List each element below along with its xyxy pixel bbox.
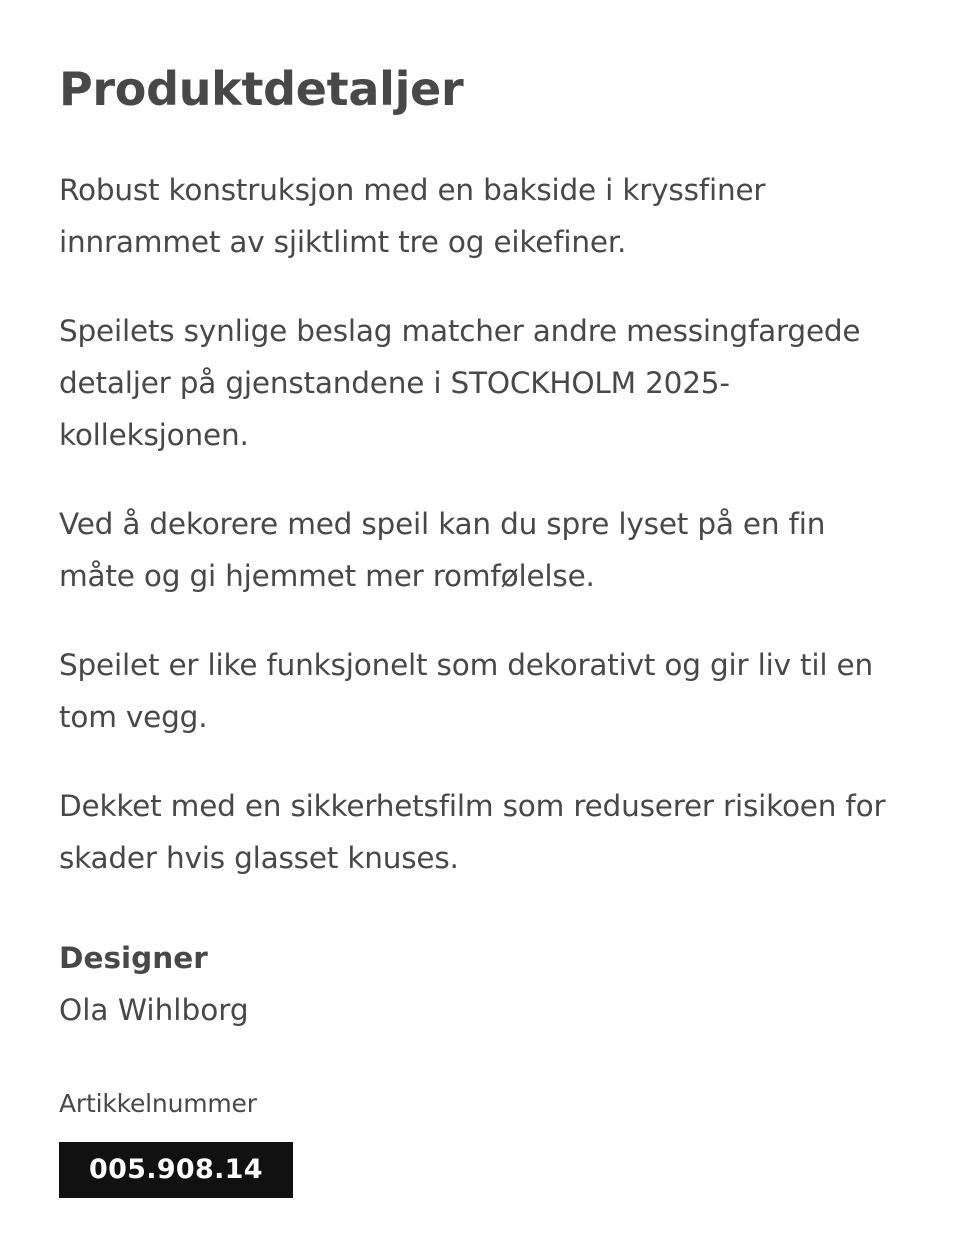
article-number-badge: 005.908.14 — [59, 1142, 293, 1198]
designer-heading: Designer — [59, 941, 208, 975]
article-number-section — [59, 1084, 909, 1198]
description-paragraph: Dekket med en sikkerhetsfilm som reduserer risikoen for skader hvis glasset knuses. — [59, 789, 886, 875]
description-paragraph: Speilets synlige beslag matcher andre messingfargede detaljer på gjenstandene i STOCKHOLM 2025-kolleksjonen. — [59, 314, 861, 452]
description-paragraph: Ved å dekorere med speil kan du spre lyset på en fin måte og gi hjemmet mer romfølelse. — [59, 507, 826, 593]
article-number-label: Artikkelnummer — [59, 1089, 257, 1118]
designer-section — [59, 932, 909, 1036]
description-paragraph: Robust konstruksjon med en bakside i kryssfiner innrammet av sjiktlimt tre og eikefiner. — [59, 173, 766, 259]
page-title: Produktdetaljer — [59, 62, 464, 116]
designer-name: Ola Wihlborg — [59, 993, 249, 1027]
product-description — [59, 164, 909, 884]
description-paragraph: Speilet er like funksjonelt som dekorativt og gir liv til en tom vegg. — [59, 648, 874, 734]
product-details-panel — [59, 58, 909, 1198]
